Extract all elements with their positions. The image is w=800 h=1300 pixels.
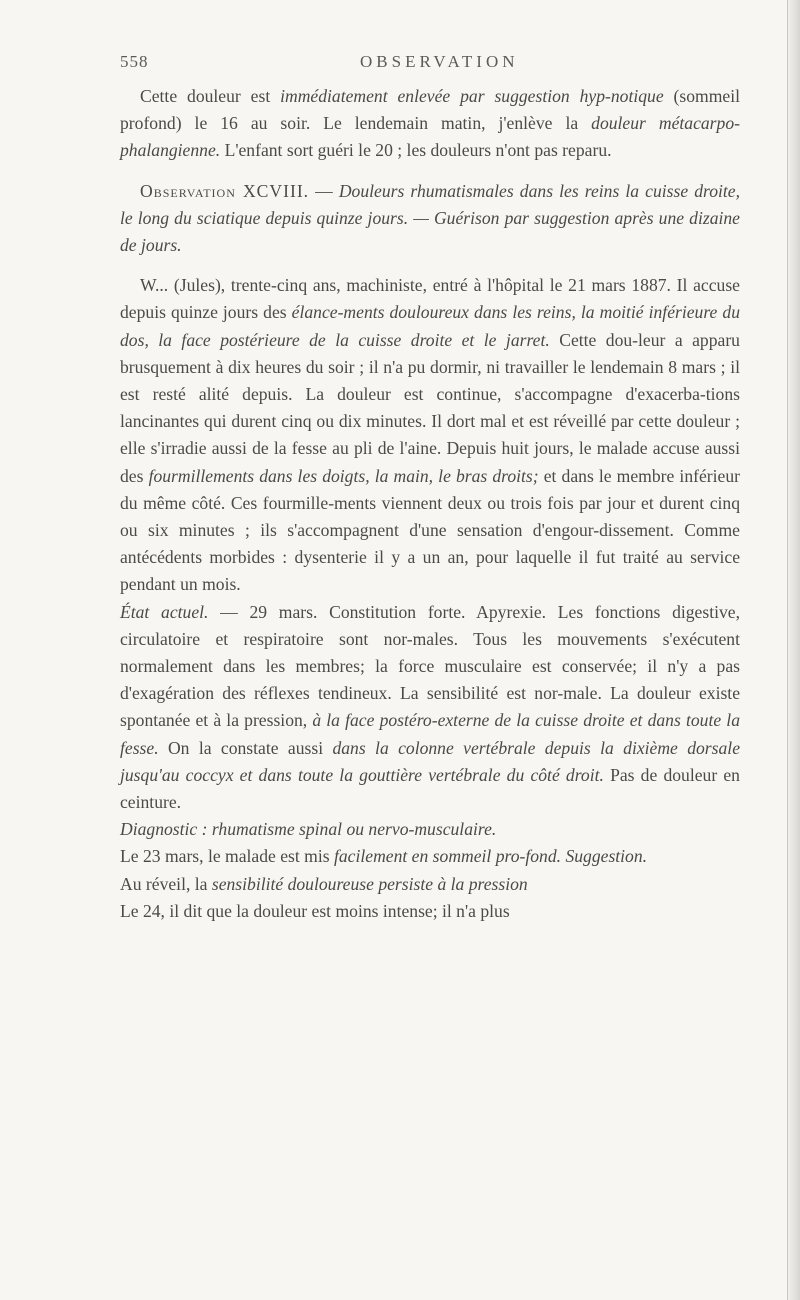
text-segment: et dans le membre inférieur du même côté. Ces fourmille-ments viennent deux ou trois fois par jour et durent cinq ou six minutes ; ils s'accompagnent d'une sensation d'engour-dissement. Comme antécédents morbides : dysenterie il y a un an, pour laquelle il fut traité au service pendant un mois.	[120, 465, 740, 595]
text-segment: Cette dou-leur a apparu brusquement à dix heures du soir ; il n'a pu dormir, ni travailler le lendemain 8 mars ; il est resté alité depuis. La douleur est continue, s'accompagne d'exacerba-tions lancinantes qui durent cinq ou dix minutes. Il dort mal et est réveillé par cette douleur ; elle s'irradie aussi de la fesse au pli de l'aine. Depuis huit jours, le malade accuse aussi des	[120, 329, 740, 486]
body-text	[120, 83, 740, 925]
running-head	[120, 52, 740, 76]
italic-text-segment: facilement en sommeil pro-fond. Suggestion.	[334, 846, 648, 867]
text-segment: Au réveil, la	[120, 873, 212, 894]
text-segment: L'enfant sort guéri le 20 ; les douleurs n'ont pas reparu.	[220, 140, 612, 161]
italic-text-segment: immédiatement enlevée par suggestion hyp-notique	[280, 86, 664, 106]
italic-text-segment: État actuel.	[120, 601, 209, 622]
page-edge-shadow	[787, 0, 800, 1300]
paragraph-patient-history	[120, 272, 740, 598]
text-segment: W... (Jules), trente-cinq ans, machiniste, entré à l'hôpital le 21 mars 1887. Il accuse depuis quinze jours des	[120, 275, 740, 323]
observation-heading	[120, 178, 740, 260]
paragraph-current-state	[120, 599, 740, 817]
italic-text-segment: dans la colonne vertébrale depuis la dixième dorsale jusqu'au coccyx et dans toute la gouttière vertébrale du côté droit.	[120, 737, 740, 785]
text-segment: (sommeil profond) le 16 au soir. Le lendemain matin, j'enlève la	[120, 86, 740, 134]
italic-text-segment: Douleurs rhumatismales dans les reins la cuisse droite, le long du sciatique depuis quinze jours. — Guérison par suggestion après une dizaine de jours.	[120, 180, 740, 256]
text-segment: Le 24, il dit que la douleur est moins intense; il n'a plus	[120, 900, 510, 921]
italic-text-segment: fourmillements dans les doigts, la main, le bras droits;	[148, 465, 539, 486]
paragraph-next-day	[120, 898, 740, 925]
text-segment: Pas de douleur en ceinture.	[120, 764, 740, 813]
paragraph-closing-previous-case	[120, 83, 740, 165]
page-number: 558	[120, 52, 149, 71]
text-segment: Le 23 mars, le malade est mis	[120, 846, 334, 867]
text-segment: On la constate aussi	[158, 737, 333, 758]
italic-text-segment: sensibilité douloureuse persiste à la pression	[211, 873, 528, 894]
paragraph-treatment	[120, 843, 740, 870]
running-title: OBSERVATION	[360, 52, 519, 71]
italic-text-segment: à la face postéro-externe de la cuisse droite et dans toute la fesse.	[120, 710, 740, 758]
observation-label: Observation XCVIII.	[140, 180, 310, 201]
text-segment: — 29 mars. Constitution forte. Apyrexie. Les fonctions digestive, circulatoire et respiratoire sont nor-males. Tous les mouvements s'exécutent normalement dans les membres; la force musculaire est conservée; il n'y a pas d'exagération des réflexes tendineux. La sensibilité est nor-male. La douleur existe spontanée et à la pression,	[120, 601, 740, 731]
text-segment: Cette douleur est	[140, 86, 281, 106]
paragraph-waking	[120, 871, 740, 898]
italic-text-segment: élance-ments douloureux dans les reins, la moitié inférieure du dos, la face postérieure de la cuisse droite et le jarret.	[120, 302, 740, 350]
text-segment: —	[309, 180, 339, 201]
italic-text-segment: Diagnostic : rhumatisme spinal ou nervo-musculaire.	[120, 819, 497, 840]
italic-text-segment: douleur métacarpo-phalangienne.	[120, 113, 740, 161]
paragraph-diagnosis	[120, 816, 740, 843]
